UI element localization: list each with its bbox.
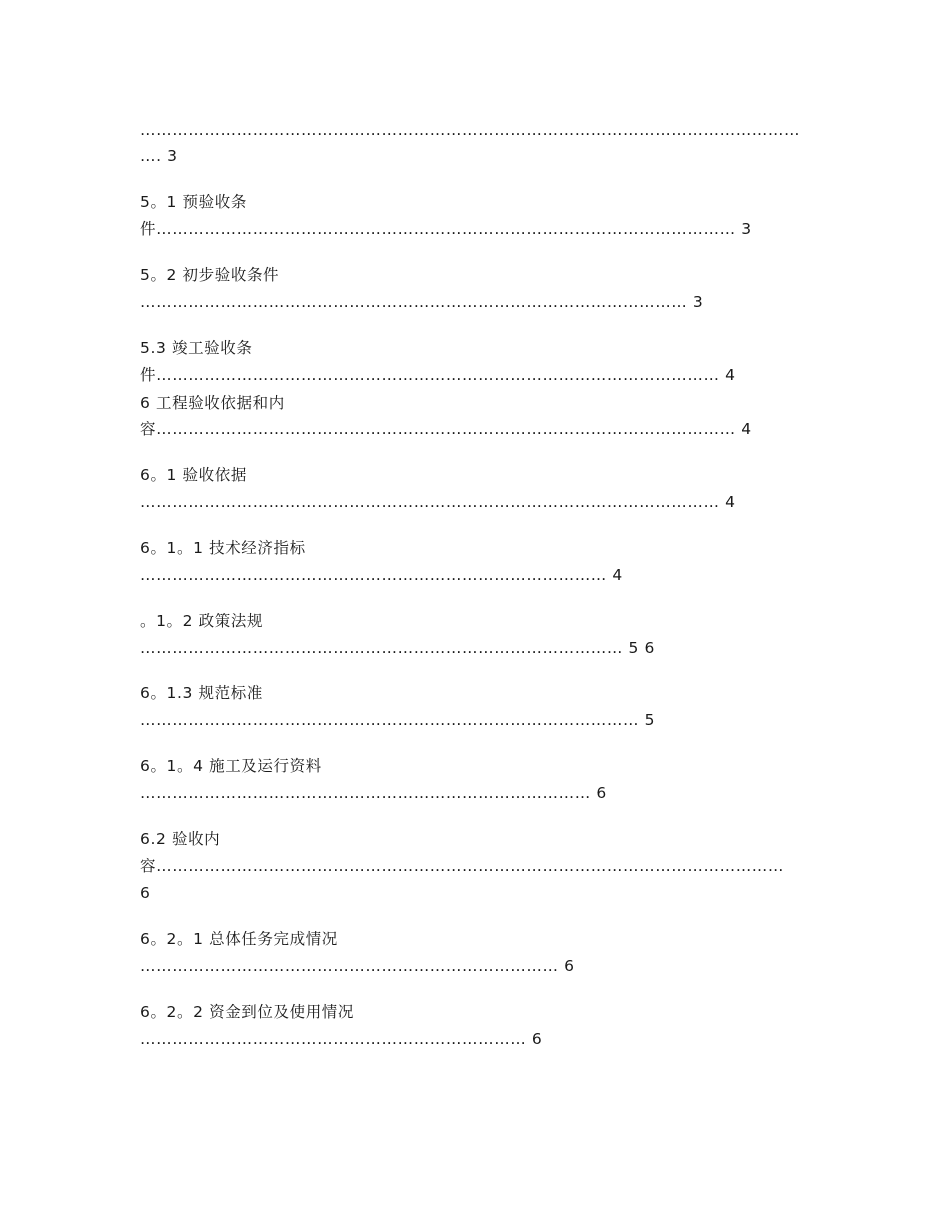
toc-entry-5-1-title: 5。1 预验收条 xyxy=(140,193,247,211)
toc-entry-6-1-leader: ……………………………………………………………………………………………… 4 xyxy=(140,493,736,511)
toc-entry-6-1-title: 6。1 验收依据 xyxy=(140,466,247,484)
toc-entry-6-1-2-leader: ……………………………………………………………………………… 5 6 xyxy=(140,639,655,657)
toc-entry-6-1-3-title: 6。1.3 规范标准 xyxy=(140,684,263,702)
toc-entry-6-1-1-leader: …………………………………………………………………………… 4 xyxy=(140,566,623,584)
toc-entry-6-2-page: 6 xyxy=(140,884,151,902)
toc-entry-6-1-4-title: 6。1。4 施工及运行资料 xyxy=(140,757,322,775)
toc-entry-0-line-1: …………………………………………………………………………………………………………… xyxy=(140,121,801,139)
toc-entry-5-2-title: 5。2 初步验收条件 xyxy=(140,266,280,284)
toc-entry-6-2-1-leader: …………………………………………………………………… 6 xyxy=(140,957,575,975)
toc-entry-6-1-2-title: 。1。2 政策法规 xyxy=(140,612,264,630)
toc-entry-6-1-1-title: 6。1。1 技术经济指标 xyxy=(140,539,306,557)
toc-entry-6-1-3-leader: ………………………………………………………………………………… 5 xyxy=(140,711,656,729)
toc-entry-5-3-leader: 件…………………………………………………………………………………………… 4 xyxy=(140,366,736,384)
toc-entry-6-2-1-title: 6。2。1 总体任务完成情况 xyxy=(140,930,338,948)
toc-entry-6-2-2-leader: ……………………………………………………………… 6 xyxy=(140,1030,543,1048)
toc-entry-6-title: 6 工程验收依据和内 xyxy=(140,394,285,412)
toc-entry-5-1-leader: 件……………………………………………………………………………………………… 3 xyxy=(140,220,752,238)
toc-entry-6-1-4-leader: ………………………………………………………………………… 6 xyxy=(140,784,607,802)
toc-entry-5-3-title: 5.3 竣工验收条 xyxy=(140,339,253,357)
toc-entry-5-2-leader: ………………………………………………………………………………………… 3 xyxy=(140,293,704,311)
toc-entry-6-leader: 容……………………………………………………………………………………………… 4 xyxy=(140,420,752,438)
toc-entry-6-2-title: 6.2 验收内 xyxy=(140,830,221,848)
toc-entry-0-line-2: …. 3 xyxy=(140,147,178,165)
toc-entry-6-2-2-title: 6。2。2 资金到位及使用情况 xyxy=(140,1003,355,1021)
toc-entry-6-2-leader: 容……………………………………………………………………………………………………… xyxy=(140,857,784,875)
